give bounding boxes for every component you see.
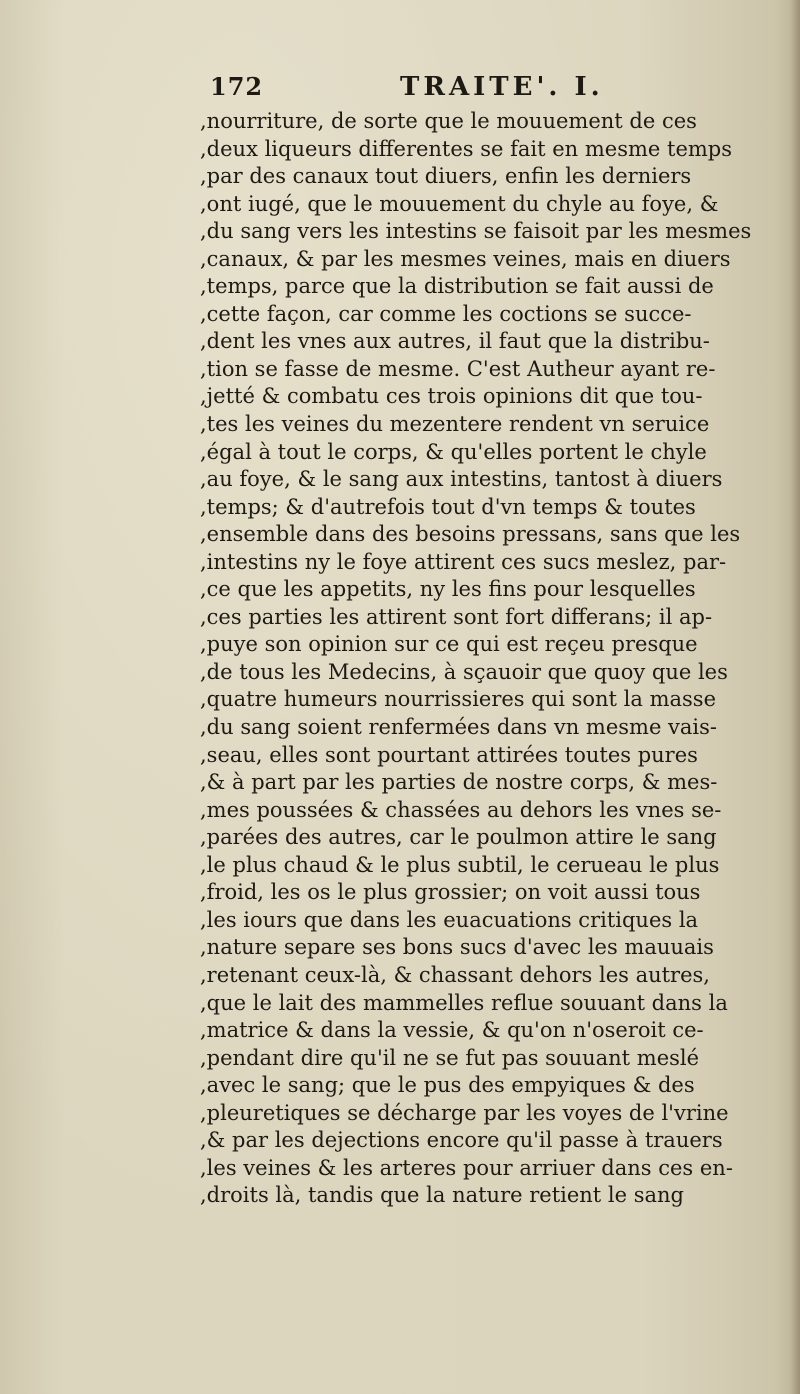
text-line: ,& par les dejections encore qu'il passe à trauers xyxy=(200,1128,723,1153)
page-number: 172 xyxy=(210,72,264,101)
text-line: ,temps; & d'autrefois tout d'vn temps & toutes xyxy=(200,494,696,519)
page-edge-shadow xyxy=(790,0,800,1394)
text-line: ,mes poussées & chassées au dehors les vnes se- xyxy=(200,797,722,822)
text-line: ,& à part par les parties de nostre corps, & mes- xyxy=(200,770,718,795)
text-line: ,nature separe ses bons sucs d'avec les mauuais xyxy=(200,935,714,960)
text-line: ,matrice & dans la vessie, & qu'on n'oseroit ce- xyxy=(200,1018,704,1043)
text-line: ,temps, parce que la distribution se fait aussi de xyxy=(200,274,714,299)
text-line: ,par des canaux tout diuers, enfin les derniers xyxy=(200,164,692,189)
text-line: ,ces parties les attirent sont fort differans; il ap- xyxy=(200,604,713,629)
text-line: ,jetté & combatu ces trois opinions dit que tou- xyxy=(200,384,703,409)
text-line: ,du sang soient renfermées dans vn mesme vais- xyxy=(200,715,718,740)
text-line: ,nourriture, de sorte que le mouuement de ces xyxy=(200,109,697,133)
text-line: ,canaux, & par les mesmes veines, mais en diuers xyxy=(200,246,731,271)
text-line: ,droits là, tandis que la nature retient le sang xyxy=(200,1183,684,1208)
text-line: ,puye son opinion sur ce qui est reçeu presque xyxy=(200,632,698,657)
text-line: ,froid, les os le plus grossier; on voit aussi tous xyxy=(200,880,701,905)
text-line: ,quatre humeurs nourrissieres qui sont la masse xyxy=(200,687,716,712)
text-line: ,parées des autres, car le poulmon attire le sang xyxy=(200,825,717,850)
text-line: ,deux liqueurs differentes se fait en mesme temps xyxy=(200,136,733,161)
text-line: ,seau, elles sont pourtant attirées toutes pures xyxy=(200,742,698,767)
text-line: ,dent les vnes aux autres, il faut que la distribu- xyxy=(200,329,710,354)
text-line: ,avec le sang; que le pus des empyiques & des xyxy=(200,1073,695,1098)
text-line: ,ce que les appetits, ny les fins pour lesquelles xyxy=(200,577,696,602)
page-header xyxy=(210,72,770,106)
text-line: ,pendant dire qu'il ne se fut pas souuant meslé xyxy=(200,1045,700,1070)
text-line: ,tion se fasse de mesme. C'est Autheur ayant re- xyxy=(200,356,716,381)
text-line: ,de tous les Medecins, à sçauoir que quoy que les xyxy=(200,659,728,684)
text-line: ,intestins ny le foye attirent ces sucs meslez, par- xyxy=(200,549,727,574)
body-text xyxy=(200,108,770,1210)
text-line: ,tes les veines du mezentere rendent vn seruice xyxy=(200,412,710,437)
text-line: ,le plus chaud & le plus subtil, le cerueau le plus xyxy=(200,852,720,877)
text-line: ,cette façon, car comme les coctions se succe- xyxy=(200,301,692,326)
text-line: ,pleuretiques se décharge par les voyes de l'vrine xyxy=(200,1100,729,1125)
text-line: ,ont iugé, que le mouuement du chyle au foye, & xyxy=(200,191,719,216)
text-line: ,les iours que dans les euacuations critiques la xyxy=(200,907,699,932)
text-line: ,que le lait des mammelles reflue souuant dans la xyxy=(200,990,728,1015)
text-line: ,retenant ceux-là, & chassant dehors les autres, xyxy=(200,962,710,987)
text-line: ,égal à tout le corps, & qu'elles portent le chyle xyxy=(200,439,707,464)
running-title: TRAITE'. I. xyxy=(400,72,604,102)
text-line: ,ensemble dans des besoins pressans, sans que les xyxy=(200,522,741,547)
text-line: ,les veines & les arteres pour arriuer dans ces en- xyxy=(200,1155,733,1180)
text-line: ,au foye, & le sang aux intestins, tantost à diuers xyxy=(200,467,723,492)
text-line: ,du sang vers les intestins se faisoit par les mesmes xyxy=(200,219,752,244)
